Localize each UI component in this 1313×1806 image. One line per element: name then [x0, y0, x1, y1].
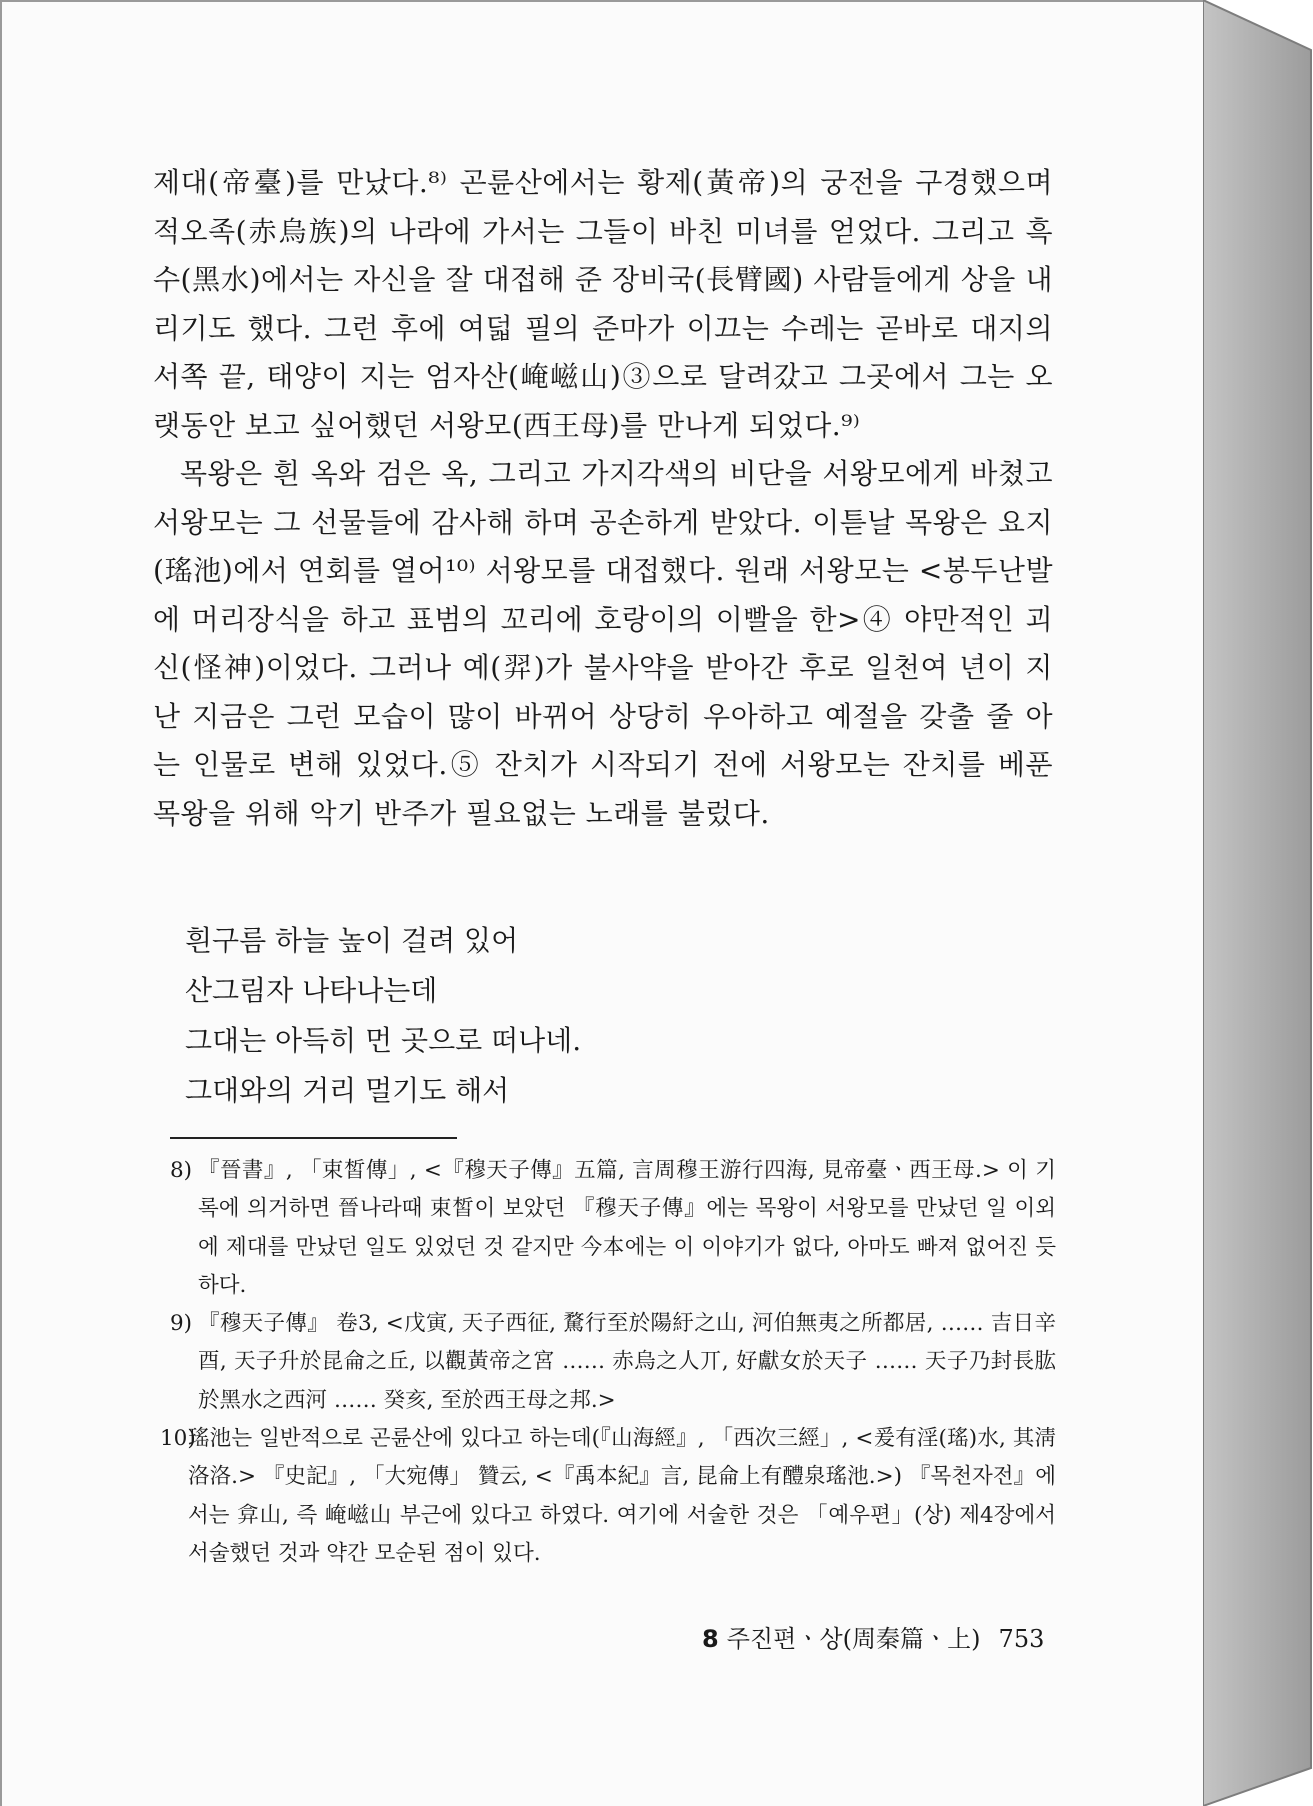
chapter-number: 8	[702, 1625, 719, 1653]
paragraph: 제대(帝臺)를 만났다.⁸⁾ 곤륜산에서는 황제(黃帝)의 궁전을 구경했으며 적오족(赤烏族)의 나라에 가서는 그들이 바친 미녀를 얻었다. 그리고 흑수(黑水)에서는 자신을 잘 대접해 준 장비국(長臂國) 사람들에게 상을 내리기도 했다. 그런 후에 여덟 필의 준마가 이끄는 수레는 곧바로 대지의 서쪽 끝, 태양이 지는 엄자산(崦嵫山)③으로 달려갔고 그곳에서 그는 오랫동안 보고 싶어했던 서왕모(西王母)를 만나게 되었다.⁹⁾	[153, 166, 1053, 442]
running-footer	[702, 1619, 1045, 1654]
footnote-number: 10)	[160, 1426, 196, 1452]
footnote-text: 『晉書』, 「束皙傳」, <『穆天子傳』五篇, 言周穆王游行四海, 見帝臺ㆍ西王母.> 이 기록에 의거하면 晉나라때 束皙이 보았던 『穆天子傳』에는 목왕이 서왕모를 만났던 일 이외에 제대를 만났던 일도 있었던 것 같지만 今本에는 이 이야기가 없다, 아마도 빠져 없어진 듯하다.	[198, 1158, 1056, 1298]
footnote-divider	[170, 1137, 457, 1139]
chapter-title: 주진편ㆍ상(周秦篇ㆍ上)	[726, 1625, 981, 1653]
footnote-text: 瑤池는 일반적으로 곤륜산에 있다고 하는데(『山海經』, 「西次三經」, <爰有淫(瑤)水, 其淸洛洛.> 『史記』, 「大宛傳」 贊云, <『禹本紀』言, 昆侖上有醴泉瑤池.>) 『목천자전』에서는 弇山, 즉 崦嵫山 부근에 있다고 하였다. 여기에 서술한 것은 「예우편」(상) 제4장에서 서술했던 것과 약간 모순된 점이 있다.	[188, 1426, 1056, 1566]
footnote-number: 8)	[170, 1158, 193, 1183]
main-text	[153, 159, 1053, 838]
page-number: 753	[998, 1625, 1045, 1653]
poem	[185, 916, 985, 1116]
poem-line: 그대는 아득히 먼 곳으로 떠나네.	[185, 1024, 582, 1057]
poem-line: 그대와의 거리 멀기도 해서	[185, 1074, 510, 1107]
poem-line: 흰구름 하늘 높이 걸려 있어	[185, 924, 519, 957]
poem-line: 산그림자 나타나는데	[185, 974, 438, 1007]
footnote	[160, 1420, 1056, 1573]
footnote	[170, 1305, 1056, 1420]
footnote-number: 9)	[170, 1311, 193, 1337]
footnotes	[160, 1152, 1056, 1573]
paragraph: 목왕은 흰 옥와 검은 옥, 그리고 가지각색의 비단을 서왕모에게 바쳤고 서왕모는 그 선물들에 감사해 하며 공손하게 받았다. 이튿날 목왕은 요지(瑤池)에서 연회를 열어¹⁰⁾ 서왕모를 대접했다. 원래 서왕모는 <봉두난발에 머리장식을 하고 표범의 꼬리에 호랑이의 이빨을 한>④ 야만적인 괴신(怪神)이었다. 그러나 예(羿)가 불사약을 받아간 후로 일천여 년이 지난 지금은 그런 모습이 많이 바뀌어 상당히 우아하고 예절을 갖출 줄 아는 인물로 변해 있었다.⑤ 잔치가 시작되기 전에 서왕모는 잔치를 베푼 목왕을 위해 악기 반주가 필요없는 노래를 불렀다.	[153, 457, 1053, 830]
book-edge-shape	[1203, 0, 1313, 1806]
book-edge	[1203, 0, 1313, 1806]
footnote-text: 『穆天子傳』 卷3, <戊寅, 天子西征, 騖行至於陽紆之山, 河伯無夷之所都居, …… 吉日辛酉, 天子升於昆侖之丘, 以觀黃帝之宮 …… 赤烏之人丌, 好獻女於天子 …… 天子乃封長肱於黑水之西河 …… 癸亥, 至於西王母之邦.>	[198, 1311, 1056, 1413]
footnote	[170, 1152, 1056, 1305]
